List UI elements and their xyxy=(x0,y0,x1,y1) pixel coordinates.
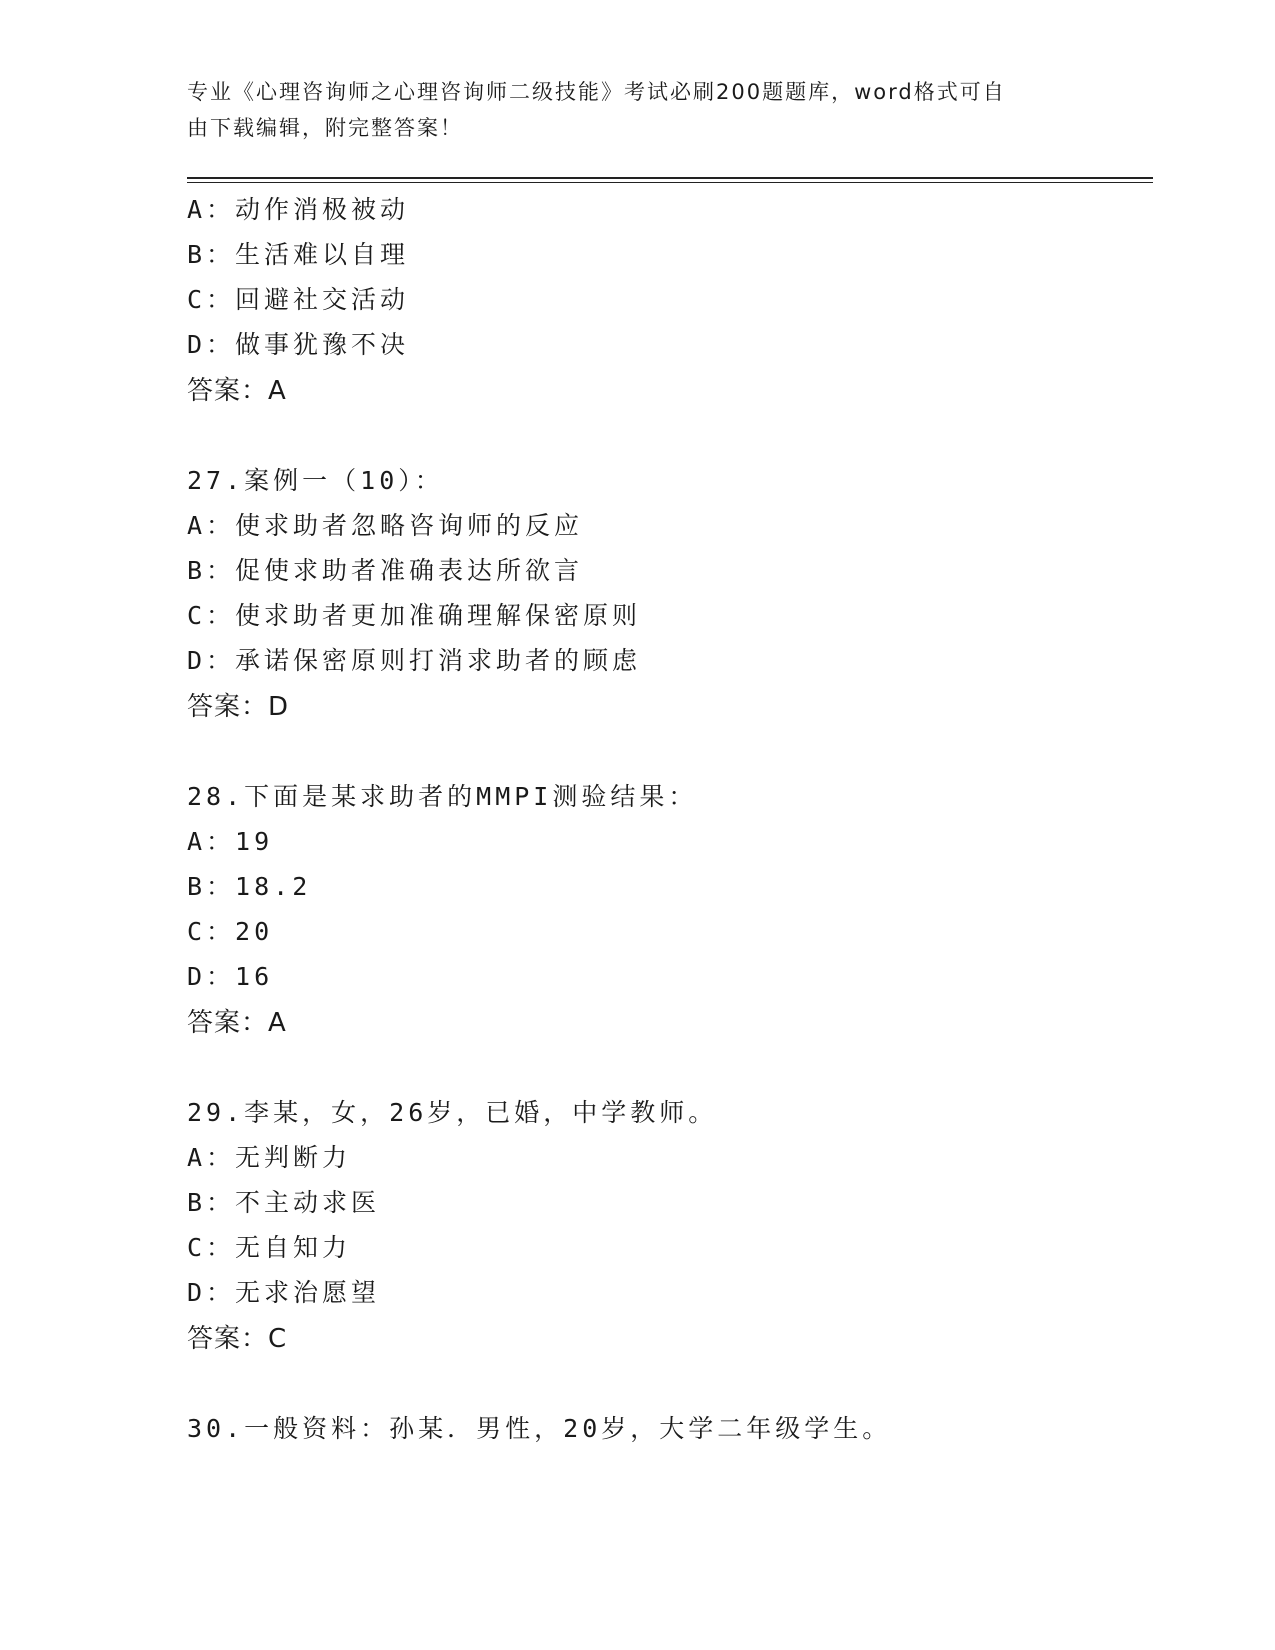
q29-option-c: C：无自知力 xyxy=(187,1233,352,1262)
q28-option-c: C：20 xyxy=(187,917,274,946)
header-rule-thin xyxy=(187,182,1153,183)
q28-answer: 答案：A xyxy=(187,1008,287,1038)
q26-option-b: B：生活难以自理 xyxy=(187,240,410,269)
q29-option-b: B：不主动求医 xyxy=(187,1188,381,1217)
q26-option-c: C：回避社交活动 xyxy=(187,285,410,314)
q28-option-a: A：19 xyxy=(187,827,274,856)
q29-stem: 29.李某，女，26岁，已婚，中学教师。 xyxy=(187,1098,718,1127)
header-line-1: 专业《心理咨询师之心理咨询师二级技能》考试必刷200题题库，word格式可自 xyxy=(187,80,1006,104)
q29-option-a: A：无判断力 xyxy=(187,1143,352,1172)
q27-option-d: D：承诺保密原则打消求助者的顾虑 xyxy=(187,646,642,675)
q29-answer: 答案：C xyxy=(187,1324,288,1354)
q27-stem: 27.案例一（10）： xyxy=(187,466,444,495)
q26-option-a: A：动作消极被动 xyxy=(187,195,410,224)
q30-stem: 30.一般资料：孙某．男性，20岁，大学二年级学生。 xyxy=(187,1414,892,1443)
q26-option-d: D：做事犹豫不决 xyxy=(187,330,410,359)
q28-option-b: B：18.2 xyxy=(187,872,312,901)
q26-answer: 答案：A xyxy=(187,376,287,406)
q28-stem: 28.下面是某求助者的MMPI测验结果： xyxy=(187,782,698,811)
document-header xyxy=(187,74,1067,146)
q28-option-d: D：16 xyxy=(187,962,274,991)
header-line-2: 由下载编辑，附完整答案！ xyxy=(187,116,463,140)
q27-option-a: A：使求助者忽略咨询师的反应 xyxy=(187,511,584,540)
header-rule-thick xyxy=(187,177,1153,179)
q29-option-d: D：无求治愿望 xyxy=(187,1278,381,1307)
q27-answer: 答案：D xyxy=(187,692,290,722)
q27-option-c: C：使求助者更加准确理解保密原则 xyxy=(187,601,642,630)
q27-option-b: B：促使求助者准确表达所欲言 xyxy=(187,556,584,585)
